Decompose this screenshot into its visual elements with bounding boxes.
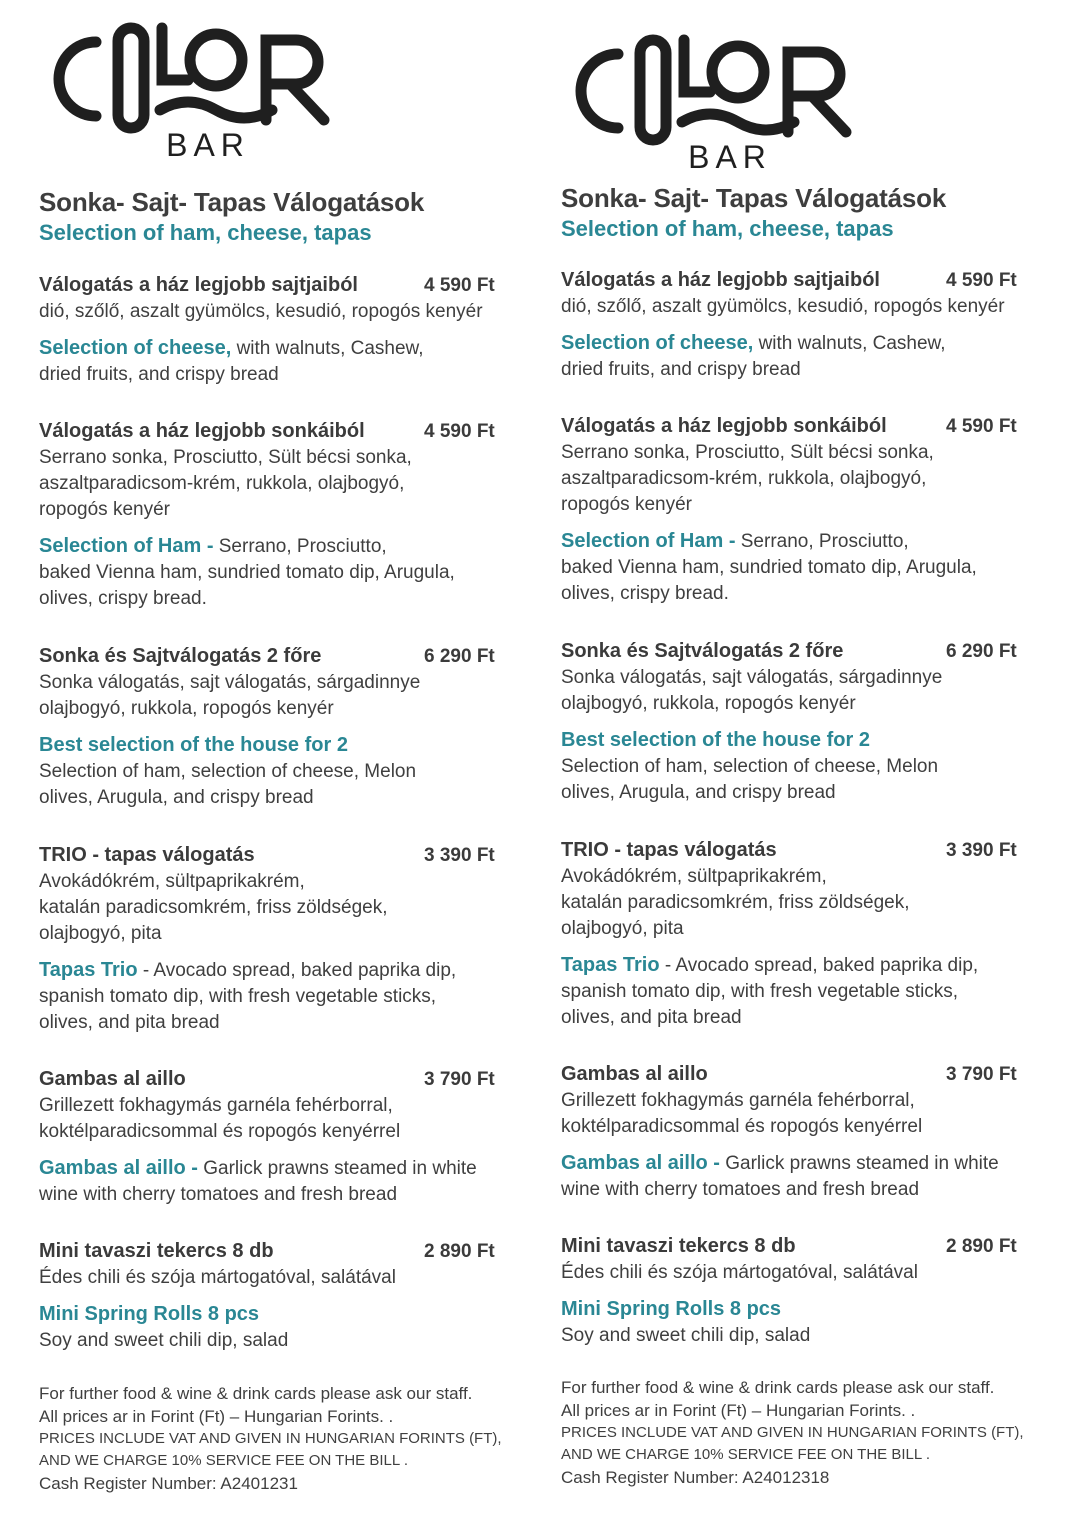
item-description-en: Selection of Ham - Serrano, Prosciutto, baked Vienna ham, sundried tomato dip, Arugula, olives, crispy bread. — [39, 535, 455, 609]
item-name: Gambas al aillo — [39, 1068, 186, 1090]
item-description-hu: Grillezett fokhagymás garnéla fehérborral, koktélparadicsommal és ropogós kenyérrel — [561, 1090, 923, 1137]
logo-mark — [38, 20, 338, 162]
item-name: TRIO - tapas válogatás — [561, 839, 777, 861]
item-price: 3 790 Ft — [424, 1069, 495, 1090]
item-description-hu: Avokádókrém, sültpaprikakrém, katalán paradicsomkrém, friss zöldségek, olajbogyó, pita — [39, 871, 388, 944]
menu-item — [561, 638, 1021, 806]
item-name: Válogatás a ház legjobb sajtjaiból — [39, 274, 358, 296]
menu-footer: For further food & wine & drink cards please ask our staff. All prices ar in Forint (Ft) – Hungarian Forints. . PRICES INCLUDE VAT AND GIVEN IN HUNGARIAN FORINTS (FT), AND WE CHARGE 10% SERVICE FEE ON THE BILL . Cash Register Number: A24012318 — [561, 1376, 1031, 1489]
item-description-hu: dió, szőlő, aszalt gyümölcs, kesudió, ropogós kenyér — [39, 301, 483, 322]
logo-mark — [560, 32, 860, 174]
item-price: 2 890 Ft — [424, 1241, 495, 1262]
item-description-hu: Édes chili és szója mártogatóval, salátával — [561, 1262, 918, 1283]
item-name-en: Best selection of the house for 2 — [39, 734, 348, 756]
section-heading — [39, 186, 424, 248]
item-price: 6 290 Ft — [946, 641, 1017, 662]
item-name-en: Selection of Ham - — [39, 535, 214, 557]
item-name-en: Gambas al aillo - — [561, 1152, 720, 1174]
item-description-en: Gambas al aillo - Garlick prawns steamed in white wine with cherry tomatoes and fresh bread — [561, 1152, 999, 1200]
item-description-hu: Avokádókrém, sültpaprikakrém, katalán paradicsomkrém, friss zöldségek, olajbogyó, pita — [561, 866, 910, 939]
item-name: Válogatás a ház legjobb sonkáiból — [561, 415, 887, 437]
item-name: Gambas al aillo — [561, 1063, 708, 1085]
menu-item — [39, 842, 499, 1036]
item-description-hu: Édes chili és szója mártogatóval, salátával — [39, 1267, 396, 1288]
item-description-en: Gambas al aillo - Garlick prawns steamed in white wine with cherry tomatoes and fresh bread — [39, 1157, 477, 1205]
item-price: 3 390 Ft — [946, 840, 1017, 861]
item-description-hu: Serrano sonka, Prosciutto, Sült bécsi sonka, aszaltparadicsom-krém, rukkola, olajbogyó, ropogós kenyér — [561, 442, 934, 515]
item-description-en: Selection of cheese, with walnuts, Cashew, dried fruits, and crispy bread — [561, 332, 946, 380]
item-description-hu: Sonka válogatás, sajt válogatás, sárgadinnye olajbogyó, rukkola, ropogós kenyér — [39, 672, 421, 719]
item-name-en: Selection of Ham - — [561, 530, 736, 552]
item-description-hu: dió, szőlő, aszalt gyümölcs, kesudió, ropogós kenyér — [561, 296, 1005, 317]
item-name: Válogatás a ház legjobb sajtjaiból — [561, 269, 880, 291]
color-bar-logo — [38, 20, 338, 162]
item-name-en: Gambas al aillo - — [39, 1157, 198, 1179]
item-name: Mini tavaszi tekercs 8 db — [561, 1235, 796, 1257]
item-description-en: Best selection of the house for 2 Selection of ham, selection of cheese, Melon olives, Arugula, and crispy bread — [39, 734, 417, 808]
logo-bar-text: BAR — [166, 127, 250, 162]
item-name-en: Tapas Trio — [561, 954, 660, 976]
section-heading — [561, 182, 946, 244]
item-name-en: Tapas Trio — [39, 959, 138, 981]
item-price: 3 790 Ft — [946, 1064, 1017, 1085]
section-title: Sonka- Sajt- Tapas Válogatások — [39, 187, 425, 217]
cash-register-number: Cash Register Number: A24012318 — [561, 1468, 830, 1487]
item-description-hu: Grillezett fokhagymás garnéla fehérborral, koktélparadicsommal és ropogós kenyérrel — [39, 1095, 401, 1142]
item-description-en: Selection of cheese, with walnuts, Cashew, dried fruits, and crispy bread — [39, 337, 424, 385]
item-price: 2 890 Ft — [946, 1236, 1017, 1257]
item-description-en: Mini Spring Rolls 8 pcs Soy and sweet chili dip, salad — [39, 1303, 289, 1351]
item-name-en: Selection of cheese, — [39, 337, 232, 359]
item-name-en: Best selection of the house for 2 — [561, 729, 870, 751]
item-name: Válogatás a ház legjobb sonkáiból — [39, 420, 365, 442]
item-name: Sonka és Sajtválogatás 2 főre — [561, 640, 844, 662]
item-price: 4 590 Ft — [424, 275, 495, 296]
menu-item — [561, 413, 1021, 607]
menu-item — [39, 272, 499, 388]
color-bar-logo — [560, 32, 860, 174]
item-description-en: Best selection of the house for 2 Selection of ham, selection of cheese, Melon olives, Arugula, and crispy bread — [561, 729, 939, 803]
item-description-en: Mini Spring Rolls 8 pcs Soy and sweet chili dip, salad — [561, 1298, 811, 1346]
item-price: 4 590 Ft — [946, 416, 1017, 437]
item-description-en: Tapas Trio - Avocado spread, baked paprika dip, spanish tomato dip, with fresh vegetable sticks, olives, and pita bread — [561, 954, 979, 1028]
menu-item — [561, 1233, 1021, 1349]
logo-bar-text: BAR — [688, 139, 772, 174]
item-description-en: Selection of Ham - Serrano, Prosciutto, baked Vienna ham, sundried tomato dip, Arugula, olives, crispy bread. — [561, 530, 977, 604]
item-name: Mini tavaszi tekercs 8 db — [39, 1240, 274, 1262]
menu-item — [39, 1238, 499, 1354]
item-name-en: Mini Spring Rolls 8 pcs — [561, 1298, 782, 1320]
section-title: Sonka- Sajt- Tapas Válogatások — [561, 183, 947, 213]
item-description-hu: Serrano sonka, Prosciutto, Sült bécsi sonka, aszaltparadicsom-krém, rukkola, olajbogyó, ropogós kenyér — [39, 447, 412, 520]
menu-item — [561, 1061, 1021, 1203]
item-description-hu: Sonka válogatás, sajt válogatás, sárgadinnye olajbogyó, rukkola, ropogós kenyér — [561, 667, 943, 714]
item-name: TRIO - tapas válogatás — [39, 844, 255, 866]
item-price: 4 590 Ft — [946, 270, 1017, 291]
item-name: Sonka és Sajtválogatás 2 főre — [39, 645, 322, 667]
item-price: 6 290 Ft — [424, 646, 495, 667]
section-subtitle: Selection of ham, cheese, tapas — [561, 216, 894, 241]
item-description-en: Tapas Trio - Avocado spread, baked paprika dip, spanish tomato dip, with fresh vegetable sticks, olives, and pita bread — [39, 959, 457, 1033]
item-name-en: Selection of cheese, — [561, 332, 754, 354]
cash-register-number: Cash Register Number: A2401231 — [39, 1474, 298, 1493]
menu-footer: For further food & wine & drink cards please ask our staff. All prices ar in Forint (Ft) – Hungarian Forints. . PRICES INCLUDE VAT AND GIVEN IN HUNGARIAN FORINTS (FT), AND WE CHARGE 10% SERVICE FEE ON THE BILL . Cash Register Number: A2401231 — [39, 1382, 509, 1495]
menu-item — [39, 1066, 499, 1208]
menu-item — [561, 837, 1021, 1031]
item-price: 3 390 Ft — [424, 845, 495, 866]
menu-item — [561, 267, 1021, 383]
menu-item — [39, 418, 499, 612]
section-subtitle: Selection of ham, cheese, tapas — [39, 220, 372, 245]
item-price: 4 590 Ft — [424, 421, 495, 442]
menu-item — [39, 643, 499, 811]
item-name-en: Mini Spring Rolls 8 pcs — [39, 1303, 260, 1325]
